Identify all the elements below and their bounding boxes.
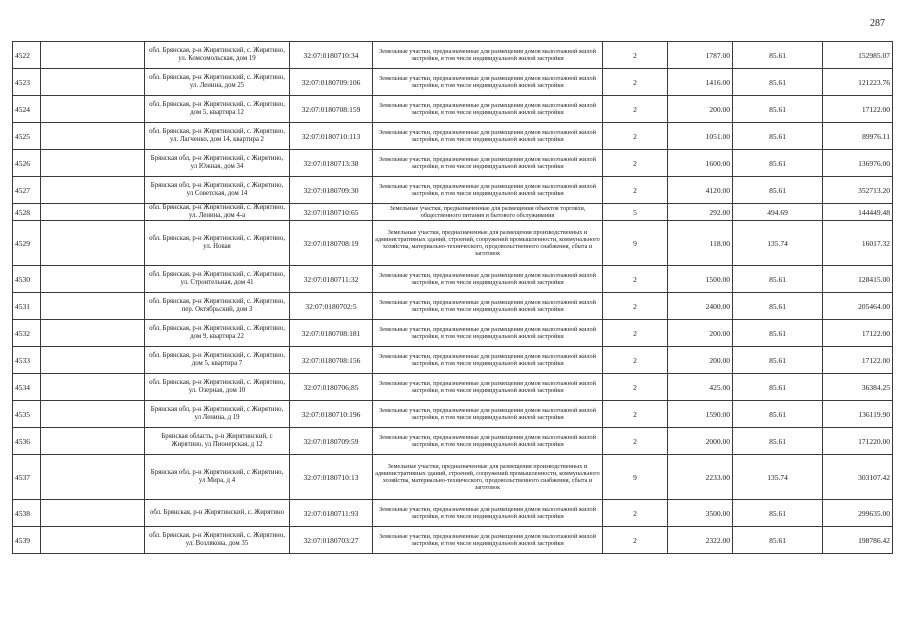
cell-permitted-use: Земельные участки, предназначенные для размещения объектов торговли, общественного питания и бытового обслуживания: [373, 204, 603, 221]
cell-use-category: 2: [603, 401, 668, 428]
cell-spacer: [41, 293, 145, 320]
cell-record-number: 4528: [13, 204, 41, 221]
cell-area: 292.00: [668, 204, 733, 221]
cell-address: Брянская обл, р-н Жирятинский, с Жирятино, ул Южная, дом 34: [145, 150, 290, 177]
cell-cadastral-value: 121223.76: [823, 69, 893, 96]
cell-area: 1051.00: [668, 123, 733, 150]
table-row: [13, 221, 893, 266]
cell-address: обл. Брянская, р-н Жирятинский, с. Жирятино, ул. Возлякова, дом 35: [145, 527, 290, 554]
cell-use-category: 2: [603, 374, 668, 401]
cell-cadastral-number: 32:07:0180708:156: [290, 347, 373, 374]
cell-specific-value: 85.61: [733, 527, 823, 554]
cell-spacer: [41, 123, 145, 150]
cell-permitted-use: Земельные участки, предназначенные для размещения домов малоэтажной жилой застройки, в том числе индивидуальной жилой застройки: [373, 527, 603, 554]
cell-area: 2400.00: [668, 293, 733, 320]
cell-area: 1590.00: [668, 401, 733, 428]
cell-permitted-use: Земельные участки, предназначенные для размещения домов малоэтажной жилой застройки, в том числе индивидуальной жилой застройки: [373, 42, 603, 69]
cell-cadastral-value: 16017.32: [823, 221, 893, 266]
cell-cadastral-number: 32:07:0180709:106: [290, 69, 373, 96]
cell-cadastral-value: 136119.90: [823, 401, 893, 428]
cell-cadastral-number: 32:07:0180703:27: [290, 527, 373, 554]
table-row: [13, 123, 893, 150]
cell-address: обл. Брянская, р-н Жирятинский, с. Жирятино, дом 9, квартира 22: [145, 320, 290, 347]
cell-use-category: 2: [603, 42, 668, 69]
cell-cadastral-value: 171220.00: [823, 428, 893, 455]
cell-record-number: 4529: [13, 221, 41, 266]
cell-use-category: 9: [603, 455, 668, 500]
cell-address: обл. Брянская, р-н Жирятинский, с. Жирятино, ул. Ленина, дом 4-а: [145, 204, 290, 221]
cell-use-category: 2: [603, 96, 668, 123]
cell-permitted-use: Земельные участки, предназначенные для размещения домов малоэтажной жилой застройки, в том числе индивидуальной жилой застройки: [373, 374, 603, 401]
cell-spacer: [41, 69, 145, 96]
cell-cadastral-value: 152985.07: [823, 42, 893, 69]
cell-permitted-use: Земельные участки, предназначенные для размещения домов малоэтажной жилой застройки, в том числе индивидуальной жилой застройки: [373, 150, 603, 177]
cell-permitted-use: Земельные участки, предназначенные для размещения домов малоэтажной жилой застройки, в том числе индивидуальной жилой застройки: [373, 347, 603, 374]
cell-record-number: 4530: [13, 266, 41, 293]
cell-use-category: 2: [603, 266, 668, 293]
cell-address: обл. Брянская, р-н Жирятинский, с. Жирятино, пер. Октябрьский, дом 3: [145, 293, 290, 320]
cell-cadastral-value: 352713.20: [823, 177, 893, 204]
cell-cadastral-value: 36384.25: [823, 374, 893, 401]
cell-permitted-use: Земельные участки, предназначенные для размещения производственных и административных зданий, строений, сооружений промышленности, коммунального хозяйства, материально-технического, продовольственного снабжения, сбыта и заготовок: [373, 221, 603, 266]
cell-specific-value: 85.61: [733, 69, 823, 96]
cell-record-number: 4524: [13, 96, 41, 123]
cell-specific-value: 85.61: [733, 401, 823, 428]
cell-permitted-use: Земельные участки, предназначенные для размещения домов малоэтажной жилой застройки, в том числе индивидуальной жилой застройки: [373, 500, 603, 527]
cell-record-number: 4527: [13, 177, 41, 204]
cell-cadastral-value: 303107.42: [823, 455, 893, 500]
cell-area: 2233.00: [668, 455, 733, 500]
cell-spacer: [41, 266, 145, 293]
cell-spacer: [41, 96, 145, 123]
cell-use-category: 2: [603, 428, 668, 455]
cell-cadastral-number: 32:07:0180711:93: [290, 500, 373, 527]
cell-specific-value: 85.61: [733, 293, 823, 320]
cell-permitted-use: Земельные участки, предназначенные для размещения домов малоэтажной жилой застройки, в том числе индивидуальной жилой застройки: [373, 177, 603, 204]
cell-cadastral-value: 205464.00: [823, 293, 893, 320]
cell-spacer: [41, 428, 145, 455]
cell-address: Брянская обл, р-н Жирятинский, с Жирятино, ул Советская, дом 14: [145, 177, 290, 204]
table-row: [13, 401, 893, 428]
cell-use-category: 2: [603, 320, 668, 347]
cell-specific-value: 135.74: [733, 221, 823, 266]
cell-record-number: 4534: [13, 374, 41, 401]
cell-cadastral-number: 32:07:0180710:34: [290, 42, 373, 69]
cell-permitted-use: Земельные участки, предназначенные для размещения производственных и административных зданий, строений, сооружений промышленности, коммунального хозяйства, материально-технического, продовольственного снабжения, сбыта и заготовок: [373, 455, 603, 500]
cell-spacer: [41, 150, 145, 177]
cell-cadastral-value: 128415.00: [823, 266, 893, 293]
cell-specific-value: 85.61: [733, 500, 823, 527]
cell-area: 1500.00: [668, 266, 733, 293]
table-row: [13, 177, 893, 204]
cell-spacer: [41, 177, 145, 204]
cell-area: 2322.00: [668, 527, 733, 554]
cell-cadastral-number: 32:07:0180713:38: [290, 150, 373, 177]
cell-spacer: [41, 527, 145, 554]
cell-use-category: 5: [603, 204, 668, 221]
cell-cadastral-number: 32:07:0180710:196: [290, 401, 373, 428]
cell-use-category: 2: [603, 500, 668, 527]
cell-cadastral-value: 299635.00: [823, 500, 893, 527]
cell-address: обл. Брянская, р-н Жирятинский, с. Жирятино, дом 5, квартира 12: [145, 96, 290, 123]
cell-record-number: 4522: [13, 42, 41, 69]
page-number: 287: [870, 18, 885, 29]
cell-permitted-use: Земельные участки, предназначенные для размещения домов малоэтажной жилой застройки, в том числе индивидуальной жилой застройки: [373, 123, 603, 150]
cell-permitted-use: Земельные участки, предназначенные для размещения домов малоэтажной жилой застройки, в том числе индивидуальной жилой застройки: [373, 320, 603, 347]
cell-spacer: [41, 320, 145, 347]
cell-record-number: 4537: [13, 455, 41, 500]
cell-cadastral-value: 17122.00: [823, 347, 893, 374]
cell-cadastral-number: 32:07:0180708:19: [290, 221, 373, 266]
table-row: [13, 347, 893, 374]
cell-cadastral-number: 32:07:0180702:5: [290, 293, 373, 320]
cell-permitted-use: Земельные участки, предназначенные для размещения домов малоэтажной жилой застройки, в том числе индивидуальной жилой застройки: [373, 266, 603, 293]
cell-area: 1416.00: [668, 69, 733, 96]
cell-spacer: [41, 204, 145, 221]
cell-cadastral-value: 89976.11: [823, 123, 893, 150]
cell-specific-value: 85.61: [733, 42, 823, 69]
cell-cadastral-number: 32:07:0180711:32: [290, 266, 373, 293]
cell-use-category: 2: [603, 123, 668, 150]
cell-area: 1787.00: [668, 42, 733, 69]
cell-use-category: 2: [603, 69, 668, 96]
cell-area: 425.00: [668, 374, 733, 401]
cell-spacer: [41, 347, 145, 374]
table-row: [13, 455, 893, 500]
cell-permitted-use: Земельные участки, предназначенные для размещения домов малоэтажной жилой застройки, в том числе индивидуальной жилой застройки: [373, 428, 603, 455]
cell-specific-value: 135.74: [733, 455, 823, 500]
cell-address: обл. Брянская, р-н Жирятинский, с. Жирятино, ул. Новая: [145, 221, 290, 266]
cell-address: Брянская обл, р-н Жирятинский, с Жирятино, ул Ленина, д 19: [145, 401, 290, 428]
cell-cadastral-value: 198786.42: [823, 527, 893, 554]
cell-area: 118.00: [668, 221, 733, 266]
cell-record-number: 4536: [13, 428, 41, 455]
cell-address: Брянская область, р-н Жирятинский, с Жирятино, ул Пионерская, д 12: [145, 428, 290, 455]
cadastral-value-table: [12, 41, 893, 554]
cell-address: обл. Брянская, р-н Жирятинский, с. Жирятино, ул. Ленина, дом 25: [145, 69, 290, 96]
cell-permitted-use: Земельные участки, предназначенные для размещения домов малоэтажной жилой застройки, в том числе индивидуальной жилой застройки: [373, 401, 603, 428]
cell-specific-value: 85.61: [733, 150, 823, 177]
cell-address: обл. Брянская, р-н Жирятинский, с. Жирятино, ул. Комсомольская, дом 19: [145, 42, 290, 69]
cell-cadastral-value: 144449.48: [823, 204, 893, 221]
table-row: [13, 42, 893, 69]
table-row: [13, 320, 893, 347]
cell-spacer: [41, 221, 145, 266]
cell-area: 200.00: [668, 347, 733, 374]
cell-spacer: [41, 42, 145, 69]
cell-permitted-use: Земельные участки, предназначенные для размещения домов малоэтажной жилой застройки, в том числе индивидуальной жилой застройки: [373, 96, 603, 123]
cell-specific-value: 85.61: [733, 96, 823, 123]
table-body: [13, 42, 893, 554]
cell-record-number: 4531: [13, 293, 41, 320]
cell-specific-value: 85.61: [733, 347, 823, 374]
cell-cadastral-value: 136976.00: [823, 150, 893, 177]
cell-cadastral-number: 32:07:0180709:30: [290, 177, 373, 204]
table-row: [13, 69, 893, 96]
cell-address: обл. Брянская, р-н Жирятинский, с. Жирятино, дом 5, квартира 7: [145, 347, 290, 374]
cell-address: обл. Брянская, р-н Жирятинский, с. Жирятино, ул. Строительная, дом 41: [145, 266, 290, 293]
cell-record-number: 4538: [13, 500, 41, 527]
cell-area: 2000.00: [668, 428, 733, 455]
cell-cadastral-number: 32:07:0180710:65: [290, 204, 373, 221]
cell-specific-value: 85.61: [733, 266, 823, 293]
cell-record-number: 4533: [13, 347, 41, 374]
cell-record-number: 4526: [13, 150, 41, 177]
table-row: [13, 266, 893, 293]
cell-area: 4120.00: [668, 177, 733, 204]
cell-use-category: 2: [603, 347, 668, 374]
cell-cadastral-value: 17122.00: [823, 96, 893, 123]
cell-permitted-use: Земельные участки, предназначенные для размещения домов малоэтажной жилой застройки, в том числе индивидуальной жилой застройки: [373, 69, 603, 96]
cell-use-category: 2: [603, 177, 668, 204]
cell-address: обл. Брянская, р-н Жирятинский, с. Жирятино: [145, 500, 290, 527]
cell-specific-value: 85.61: [733, 320, 823, 347]
cell-use-category: 2: [603, 293, 668, 320]
cell-address: обл. Брянская, р-н Жирятинский, с. Жирятино, ул. Лагченко, дом 14, квартира 2: [145, 123, 290, 150]
cell-cadastral-value: 17122.00: [823, 320, 893, 347]
cell-area: 3500.00: [668, 500, 733, 527]
table-row: [13, 500, 893, 527]
cell-cadastral-number: 32:07:0180706:85: [290, 374, 373, 401]
table-row: [13, 293, 893, 320]
cell-cadastral-number: 32:07:0180708:159: [290, 96, 373, 123]
cell-specific-value: 85.61: [733, 374, 823, 401]
cell-specific-value: 494.69: [733, 204, 823, 221]
table-row: [13, 150, 893, 177]
table-row: [13, 374, 893, 401]
cell-record-number: 4532: [13, 320, 41, 347]
table-row: [13, 527, 893, 554]
cell-area: 1600.00: [668, 150, 733, 177]
cell-record-number: 4535: [13, 401, 41, 428]
cell-specific-value: 85.61: [733, 123, 823, 150]
cell-area: 200.00: [668, 320, 733, 347]
cell-address: Брянская обл, р-н Жирятинский, с Жирятино, ул Мира, д 4: [145, 455, 290, 500]
cell-use-category: 2: [603, 527, 668, 554]
cell-address: обл. Брянская, р-н Жирятинский, с. Жирятино, ул. Озерная, дом 10: [145, 374, 290, 401]
cell-spacer: [41, 500, 145, 527]
cell-spacer: [41, 401, 145, 428]
table-row: [13, 96, 893, 123]
cell-specific-value: 85.61: [733, 428, 823, 455]
cell-permitted-use: Земельные участки, предназначенные для размещения домов малоэтажной жилой застройки, в том числе индивидуальной жилой застройки: [373, 293, 603, 320]
cell-record-number: 4539: [13, 527, 41, 554]
cell-cadastral-number: 32:07:0180710:113: [290, 123, 373, 150]
cell-spacer: [41, 374, 145, 401]
cell-use-category: 9: [603, 221, 668, 266]
cell-use-category: 2: [603, 150, 668, 177]
cell-specific-value: 85.61: [733, 177, 823, 204]
cell-area: 200.00: [668, 96, 733, 123]
cell-cadastral-number: 32:07:0180709:59: [290, 428, 373, 455]
table-row: [13, 428, 893, 455]
table-row: [13, 204, 893, 221]
cell-record-number: 4525: [13, 123, 41, 150]
cell-record-number: 4523: [13, 69, 41, 96]
cell-cadastral-number: 32:07:0180708:181: [290, 320, 373, 347]
cell-spacer: [41, 455, 145, 500]
cell-cadastral-number: 32:07:0180710:13: [290, 455, 373, 500]
